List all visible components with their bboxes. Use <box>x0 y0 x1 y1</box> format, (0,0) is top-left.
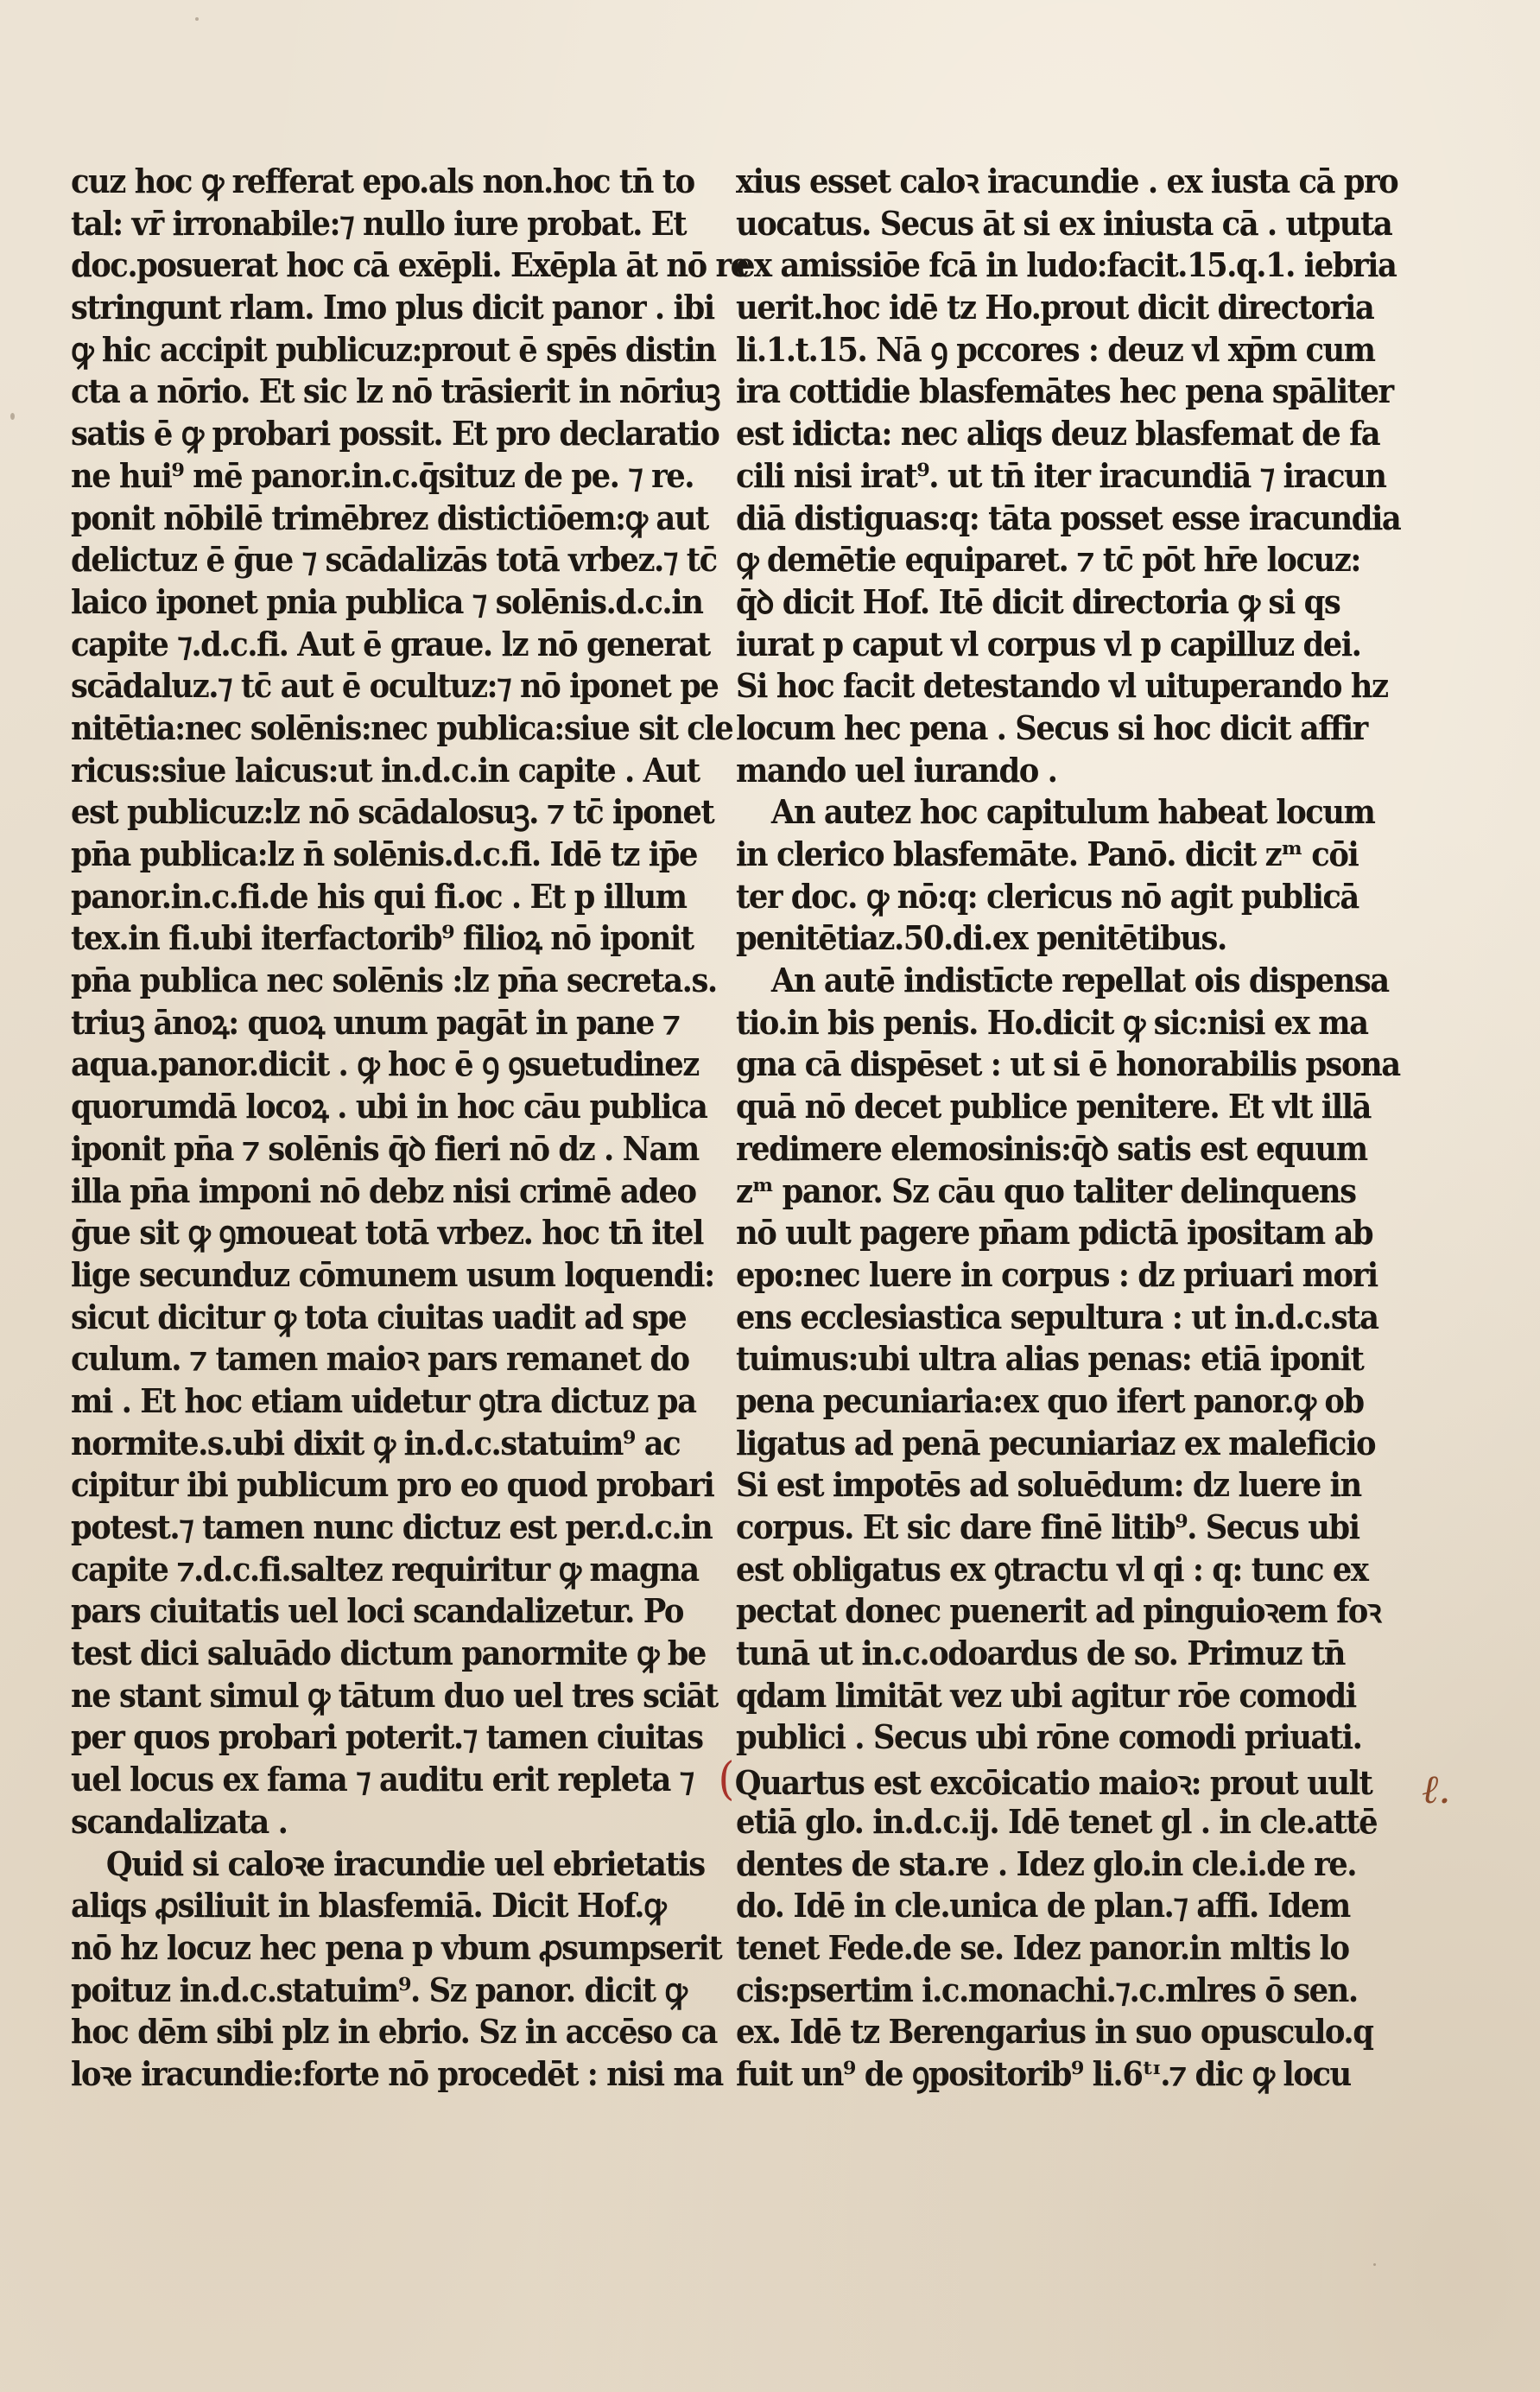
rubric-initial: ( <box>718 1754 733 1806</box>
text-line: sicut dicitur ꝙ tota ciuitas uadit ad spe <box>71 1297 687 1336</box>
text-line: scādaluz.⁊ tc̄ aut ē ocultuz:⁊ nō iponet pe <box>71 666 719 706</box>
text-line: nō uult pagere pn̄am pdictā ipositam ab <box>736 1213 1373 1253</box>
text-line: hoc dēm sibi plz in ebrio. Sz in accēso ca <box>71 2012 717 2052</box>
text-line: penitētiaz.50.di.ex penitētibus. <box>736 918 1226 958</box>
text-line: scandalizata . <box>71 1801 288 1841</box>
text-line: ne stant simul ꝙ tātum duo uel tres sciāt <box>71 1675 718 1715</box>
text-line: satis ē ꝙ probari possit. Et pro declaratio <box>71 414 719 454</box>
text-line: tuimus:ubi ultra alias penas: etiā iponit <box>736 1339 1364 1379</box>
marginal-note: ℓ. <box>1422 1766 1451 1812</box>
text-line: (Quartus est excōicatio maioꝛ: prout uult <box>718 1754 1372 1806</box>
text-line: uel locus ex fama ⁊ auditu erit repleta ⁊ <box>71 1760 694 1799</box>
text-line: tex.in fi.ubi iterfactorib⁹ filioꝝ nō iponit <box>71 918 694 958</box>
text-line: An autez hoc capitulum habeat locum <box>770 792 1375 832</box>
text-line: corpus. Et sic dare finē litib⁹. Secus ubi <box>736 1507 1359 1546</box>
text-line: est idicta: nec aliqs deuz blasfemat de fa <box>736 414 1380 454</box>
text-line: ens ecclesiastica sepultura : ut in.d.c.sta <box>736 1297 1378 1336</box>
text-line: publici . Secus ubi rōne comodi priuati. <box>736 1717 1362 1757</box>
text-line: tunā ut in.c.odoardus de so. Primuz tn̄ <box>736 1634 1345 1673</box>
text-line: doc.posuerat hoc cā exēpli. Exēpla āt nō re <box>71 245 749 285</box>
text-line: cta a nōrio. Et sic lz nō trāsierit in nōriuꝫ <box>71 371 720 411</box>
text-line: laico iponet pnia publica ⁊ solēnis.d.c.in <box>71 581 703 621</box>
text-line: gna cā dispēset : ut si ē honorabilis psona <box>736 1044 1400 1084</box>
text-line: ꝙ hic accipit publicuz:prout ē spēs distin <box>71 329 716 369</box>
text-line: uocatus. Secus āt si ex iniusta cā . utputa <box>736 203 1392 243</box>
text-line: mi . Et hoc etiam uidetur ꝯtra dictuz pa <box>71 1380 696 1420</box>
text-line: lige secunduz cōmunem usum loquendi: <box>71 1254 714 1294</box>
text-line: cili nisi irat⁹. ut tn̄ iter iracundiā ⁊ iracun <box>736 455 1386 495</box>
text-line: test dici saluādo dictum panormite ꝙ be <box>71 1634 706 1673</box>
text-line: aqua.panor.dicit . ꝙ hoc ē ꝯ ꝯsuetudinez <box>71 1044 699 1084</box>
text-line: normite.s.ubi dixit ꝙ in.d.c.statuim⁹ ac <box>71 1423 681 1462</box>
text-line: loꝛe iracundie:forte nō procedēt : nisi ma <box>71 2053 723 2093</box>
text-line: q̄ꝺ dicit Hof. Itē dicit directoria ꝙ si qs <box>736 581 1340 621</box>
text-line: locum hec pena . Secus si hoc dicit affir <box>736 707 1367 747</box>
text-line: per quos probari poterit.⁊ tamen ciuitas <box>71 1717 703 1757</box>
text-line: Quid si caloꝛe iracundie uel ebrietatis <box>105 1843 705 1883</box>
text-line: poituz in.d.c.statuim⁹. Sz panor. dicit ꝙ <box>71 1970 687 2009</box>
text-line: quā nō decet publice penitere. Et vlt illā <box>736 1087 1371 1126</box>
text-line: ponit nōbilē trimēbrez distictiōem:ꝙ aut <box>71 498 708 537</box>
text-line: qdam limitāt vez ubi agitur rōe comodi <box>736 1675 1356 1715</box>
text-line: ligatus ad penā pecuniariaz ex maleficio <box>736 1423 1376 1462</box>
text-line: panor.in.c.fi.de his qui fi.oc . Et p illum <box>71 876 687 916</box>
paper-speck <box>10 413 15 420</box>
text-line: capite ⁊.d.c.fi. Aut ē graue. lz nō generat <box>71 624 710 663</box>
text-line: quorumdā locoꝝ . ubi in hoc cāu publica <box>71 1087 707 1126</box>
paper-speck <box>195 17 199 21</box>
text-line: uerit.hoc idē tz Ho.prout dicit directoria <box>736 288 1374 327</box>
text-line: pn̄a publica:lz n̄ solēnis.d.c.fi. Idē tz ip̄e <box>71 834 697 873</box>
text-line: pars ciuitatis uel loci scandalizetur. Po <box>71 1591 684 1631</box>
text-line: est publicuz:lz nō scādalosuꝫ. ⁊ tc̄ iponet <box>71 792 714 832</box>
text-line: ira cottidie blasfemātes hec pena spāliter <box>736 371 1393 411</box>
text-line: iurat p caput vl corpus vl p capilluz dei. <box>736 624 1361 663</box>
right-column <box>718 161 1401 2096</box>
text-line: li.1.t.15. Nā ꝯ pccores : deuz vl xp̄m cum <box>736 329 1375 369</box>
text-line: etiā glo. in.d.c.ij. Idē tenet gl . in cle.attē <box>736 1801 1378 1841</box>
text-line: triuꝫ ānoꝝ: quoꝝ unum pagāt in pane ⁊ <box>71 1002 680 1042</box>
text-line: illa pn̄a imponi nō debz nisi crimē adeo <box>71 1171 696 1210</box>
text-line: ter doc. ꝙ nō:q: clericus nō agit publicā <box>736 876 1359 916</box>
text-line: nō hz locuz hec pena p vbum ꝓsumpserit <box>71 1927 722 1967</box>
text-line: cipitur ibi publicum pro eo quod probari <box>71 1465 714 1505</box>
text-line: Si est impotēs ad soluēdum: dz luere in <box>736 1465 1361 1505</box>
text-line: capite ⁊.d.c.fi.saltez requiritur ꝙ magna <box>71 1549 699 1589</box>
text-line: ex. Idē tz Berengarius in suo opusculo.q <box>736 2012 1373 2052</box>
text-line: An autē indistīcte repellat ois dispensa <box>770 961 1389 1000</box>
text-line: culum. ⁊ tamen maioꝛ pars remanet do <box>71 1339 689 1379</box>
text-line: ex amissiōe fcā in ludo:facit.15.q.1. iebria <box>736 245 1397 285</box>
text-line: in clerico blasfemāte. Panō. dicit zᵐ cōi <box>736 834 1359 873</box>
text-line: Si hoc facit detestando vl uituperando hz <box>736 666 1388 706</box>
text-line: pectat donec puenerit ad pinguioꝛem foꝛ <box>736 1591 1381 1631</box>
text-line: ꝙ demētie equiparet. ⁊ tc̄ pōt hr̄e locuz: <box>736 540 1360 580</box>
text-line: est obligatus ex ꝯtractu vl qi : q: tunc ex <box>736 1549 1368 1589</box>
text-line: zᵐ panor. Sz cāu quo taliter delinquens <box>736 1171 1356 1210</box>
text-line: delictuz ē ḡue ⁊ scādalizās totā vrbez.⁊ tc̄ <box>71 540 717 580</box>
text-line: diā distiguas:q: tāta posset esse iracundia <box>736 498 1401 537</box>
text-line: do. Idē in cle.unica de plan.⁊ affi. Idem <box>736 1886 1350 1926</box>
text-line: ricus:siue laicus:ut in.d.c.in capite . Aut <box>71 750 700 790</box>
text-line: pn̄a publica nec solēnis :lz pn̄a secreta.s. <box>71 961 717 1000</box>
text-line: ḡue sit ꝙ ꝯmoueat totā vrbez. hoc tn̄ itel <box>71 1213 703 1253</box>
left-column <box>71 161 749 2096</box>
text-line: nitētia:nec solēnis:nec publica:siue sit cle <box>71 707 733 747</box>
text-line: mando uel iurando . <box>736 750 1057 790</box>
text-line: tal: vr̄ irronabile:⁊ nullo iure probat. Et <box>71 203 687 243</box>
text-line: stringunt rlam. Imo plus dicit panor . ibi <box>71 288 714 327</box>
text-line: fuit un⁹ de ꝯpositorib⁹ li.6ᵗᶦ.⁊ dic ꝙ locu <box>736 2053 1351 2093</box>
paper-speck <box>1373 2263 1376 2266</box>
text-line: epo:nec luere in corpus : dz priuari mori <box>736 1254 1378 1294</box>
text-line: cis:psertim i.c.monachi.⁊.c.mlres ō sen. <box>736 1970 1358 2009</box>
text-line: redimere elemosinis:q̄ꝺ satis est equum <box>736 1128 1367 1168</box>
text-line: tenet Fede.de se. Idez panor.in mltis lo <box>736 1927 1349 1967</box>
text-line: iponit pn̄a ⁊ solēnis q̄ꝺ fieri nō dz . Nam <box>71 1128 699 1168</box>
text-line: potest.⁊ tamen nunc dictuz est per.d.c.in <box>71 1507 713 1546</box>
text-line: ne hui⁹ mē panor.in.c.q̄situz de pe. ⁊ re. <box>71 455 694 495</box>
text-line: tio.in bis penis. Ho.dicit ꝙ sic:nisi ex ma <box>736 1002 1368 1042</box>
text-line: dentes de sta.re . Idez glo.in cle.i.de re. <box>736 1843 1357 1883</box>
text-line: aliqs ꝓsiliuit in blasfemiā. Dicit Hof.ꝙ <box>71 1886 666 1926</box>
text-line: xius esset caloꝛ iracundie . ex iusta cā pro <box>736 162 1398 200</box>
text-line: cuz hoc ꝙ refferat epo.als non.hoc tn̄ to <box>71 162 694 200</box>
text-line: pena pecuniaria:ex quo ifert panor.ꝙ ob <box>736 1380 1364 1420</box>
